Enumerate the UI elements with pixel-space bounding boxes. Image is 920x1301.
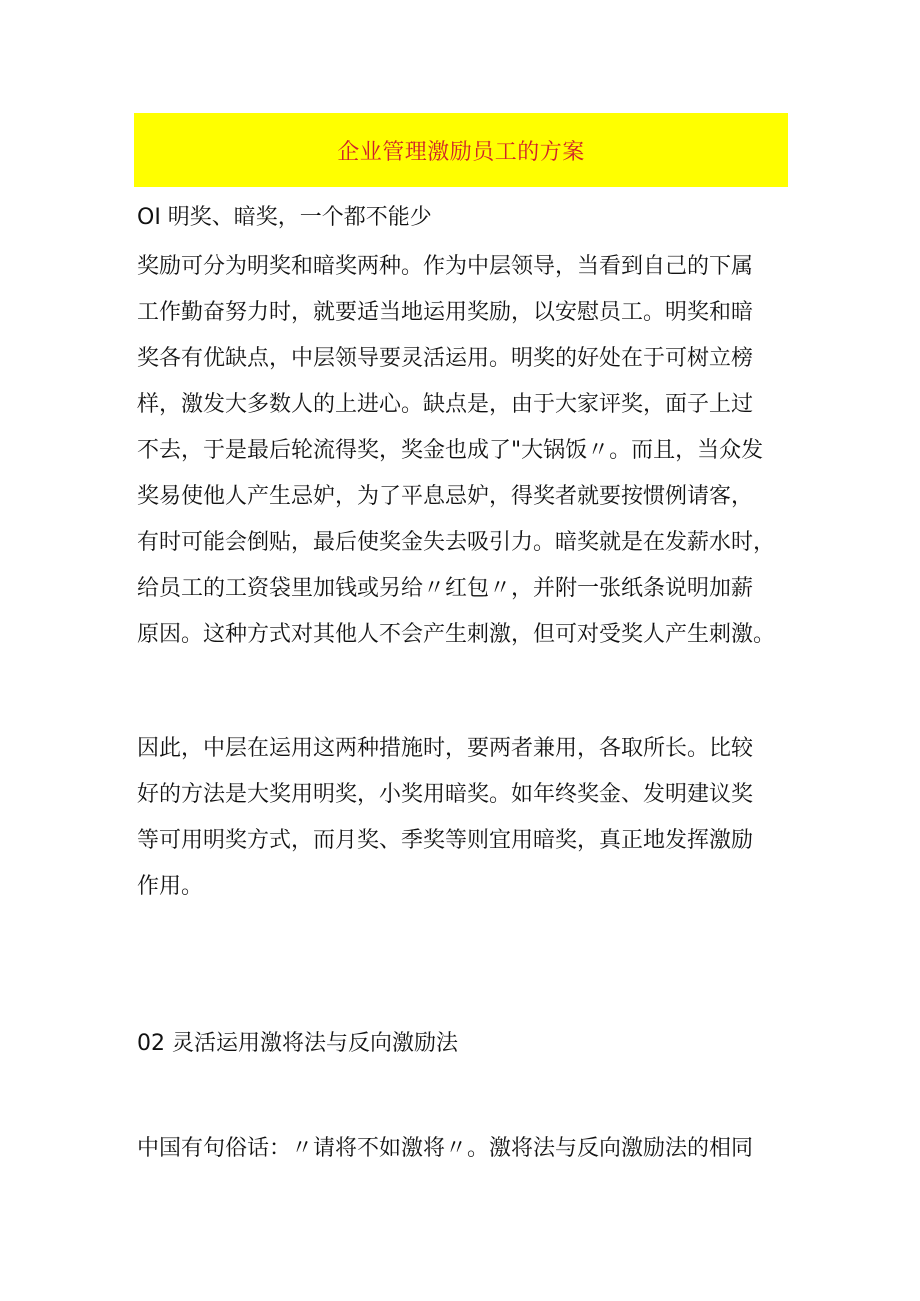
- section-1-heading: OI 明奖、暗奖，一个都不能少: [137, 205, 432, 230]
- text-line: 等可用明奖方式，而月奖、季奖等则宜用暗奖，真正地发挥激励: [137, 828, 754, 853]
- text-line: 不去，于是最后轮流得奖，奖金也成了"大锅饭〃。而且，当众发: [137, 438, 764, 463]
- text-line: 奖励可分为明奖和暗奖两种。作为中层领导，当看到自己的下属: [137, 254, 754, 279]
- text-line: 工作勤奋努力时，就要适当地运用奖励，以安慰员工。明奖和暗: [137, 300, 754, 325]
- section-2-paragraph-1: [137, 1126, 789, 1172]
- title-banner: [134, 113, 788, 187]
- text-line: 给员工的工资袋里加钱或另给〃红包〃，并附一张纸条说明加薪: [137, 576, 754, 601]
- text-line: 奖易使他人产生忌妒，为了平息忌妒，得奖者就要按惯例请客，: [137, 484, 754, 509]
- text-line: 有时可能会倒贴，最后使奖金失去吸引力。暗奖就是在发薪水时，: [137, 530, 776, 555]
- text-line: 中国有句俗话：〃请将不如激将〃。激将法与反向激励法的相同: [137, 1136, 754, 1161]
- text-line: 原因。这种方式对其他人不会产生刺激，但可对受奖人产生刺激。: [137, 622, 776, 647]
- section-2-heading: 02 灵活运用激将法与反向激励法: [137, 1031, 458, 1056]
- text-line: 好的方法是大奖用明奖，小奖用暗奖。如年终奖金、发明建议奖: [137, 782, 754, 807]
- document-title: 企业管理激励员工的方案: [337, 139, 585, 165]
- text-line: 作用。: [137, 874, 204, 899]
- text-line: 因此，中层在运用这两种措施时，要两者兼用，各取所长。比较: [137, 736, 754, 761]
- section-1-paragraph-1: [137, 244, 789, 658]
- text-line: 奖各有优缺点，中层领导要灵活运用。明奖的好处在于可树立榜: [137, 346, 754, 371]
- text-line: 样，激发大多数人的上进心。缺点是，由于大家评奖，面子上过: [137, 392, 754, 417]
- section-1-paragraph-2: [137, 726, 789, 910]
